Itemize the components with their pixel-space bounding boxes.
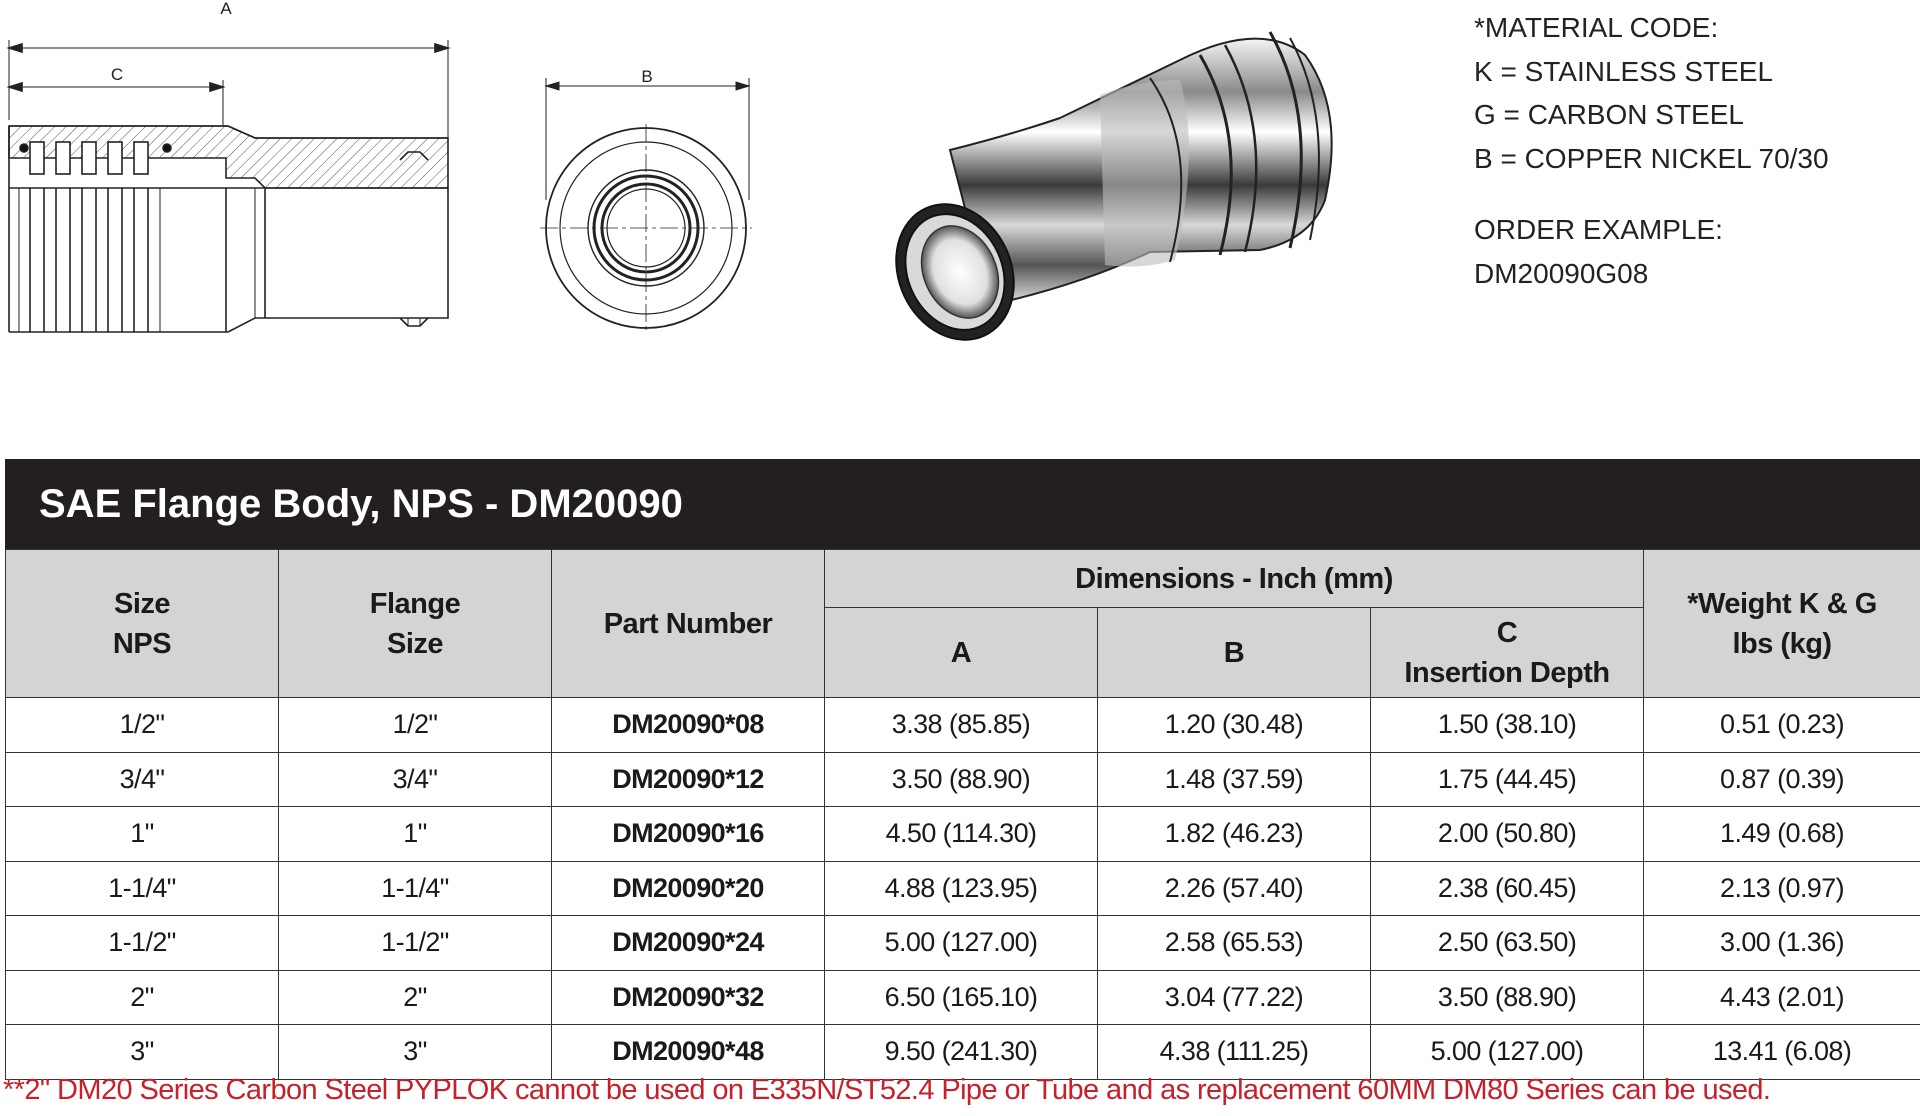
cell-dim-c: 3.50 (88.90) [1371, 970, 1644, 1025]
table-row [6, 807, 1920, 862]
material-code-item: K = STAINLESS STEEL [1474, 55, 1774, 87]
footnote: **2" DM20 Series Carbon Steel PYPLOK cannot be used on E335N/ST52.4 Pipe or Tube and as replacement 60MM DM80 Series can be used. [3, 1074, 1771, 1106]
cell-dim-a: 3.38 (85.85) [825, 698, 1098, 753]
spec-table-body [6, 698, 1920, 1080]
cell-dim-b: 2.26 (57.40) [1098, 861, 1371, 916]
cell-weight: 0.51 (0.23) [1644, 698, 1920, 753]
header-dim-b: B [1098, 608, 1371, 698]
order-example-heading: ORDER EXAMPLE: [1474, 214, 1723, 245]
cell-dim-a: 3.50 (88.90) [825, 752, 1098, 807]
end-view [540, 78, 752, 332]
cell-part-number: DM20090*24 [552, 916, 825, 971]
cell-weight: 1.49 (0.68) [1644, 807, 1920, 862]
fitting-3d-render [875, 32, 1332, 359]
header-dim-a: A [825, 608, 1098, 698]
side-section-view [9, 40, 448, 332]
cell-size: 1" [6, 807, 279, 862]
cell-dim-a: 4.50 (114.30) [825, 807, 1098, 862]
cell-flange-size: 3" [279, 1025, 552, 1080]
cell-dim-b: 4.38 (111.25) [1098, 1025, 1371, 1080]
header-size: Size NPS [6, 550, 279, 698]
material-code-item: B = COPPER NICKEL 70/30 [1474, 142, 1829, 174]
material-code-heading: *MATERIAL CODE: [1474, 12, 1719, 43]
cell-size: 1-1/4" [6, 861, 279, 916]
cell-flange-size: 1/2" [279, 698, 552, 753]
cell-dim-c: 2.50 (63.50) [1371, 916, 1644, 971]
table-row [6, 970, 1920, 1025]
cell-part-number: DM20090*20 [552, 861, 825, 916]
material-code-block [1474, 6, 1829, 295]
dim-label-b: B [641, 67, 653, 86]
cell-dim-c: 2.38 (60.45) [1371, 861, 1644, 916]
cell-dim-b: 1.82 (46.23) [1098, 807, 1371, 862]
cell-size: 2" [6, 970, 279, 1025]
cell-dim-b: 3.04 (77.22) [1098, 970, 1371, 1025]
spec-table-section [5, 459, 1920, 1080]
cell-part-number: DM20090*32 [552, 970, 825, 1025]
cell-dim-b: 2.58 (65.53) [1098, 916, 1371, 971]
cell-dim-c: 1.75 (44.45) [1371, 752, 1644, 807]
table-row [6, 916, 1920, 971]
table-row [6, 861, 1920, 916]
cell-weight: 0.87 (0.39) [1644, 752, 1920, 807]
cell-dim-a: 5.00 (127.00) [825, 916, 1098, 971]
cell-weight: 3.00 (1.36) [1644, 916, 1920, 971]
header-dimensions: Dimensions - Inch (mm) [825, 550, 1644, 608]
cell-dim-c: 2.00 (50.80) [1371, 807, 1644, 862]
table-row [6, 1025, 1920, 1080]
cell-weight: 4.43 (2.01) [1644, 970, 1920, 1025]
cell-dim-a: 9.50 (241.30) [825, 1025, 1098, 1080]
cell-flange-size: 1" [279, 807, 552, 862]
cell-size: 3" [6, 1025, 279, 1080]
cell-flange-size: 3/4" [279, 752, 552, 807]
cell-flange-size: 1-1/4" [279, 861, 552, 916]
header-weight: *Weight K & G lbs (kg) [1644, 550, 1920, 698]
cell-part-number: DM20090*16 [552, 807, 825, 862]
cell-flange-size: 2" [279, 970, 552, 1025]
spec-table [5, 549, 1920, 1080]
material-code-item: G = CARBON STEEL [1474, 99, 1744, 130]
cell-dim-c: 5.00 (127.00) [1371, 1025, 1644, 1080]
cell-size: 1/2" [6, 698, 279, 753]
cell-part-number: DM20090*12 [552, 752, 825, 807]
dim-label-c: C [110, 65, 124, 84]
cell-dim-a: 4.88 (123.95) [825, 861, 1098, 916]
table-row [6, 752, 1920, 807]
cell-size: 3/4" [6, 752, 279, 807]
cell-dim-b: 1.48 (37.59) [1098, 752, 1371, 807]
table-title: SAE Flange Body, NPS - DM20090 [5, 459, 1920, 549]
cell-dim-a: 6.50 (165.10) [825, 970, 1098, 1025]
header-dim-c: C Insertion Depth [1371, 608, 1644, 698]
cell-dim-c: 1.50 (38.10) [1371, 698, 1644, 753]
header-part-number: Part Number [552, 550, 825, 698]
dim-label-a: A [220, 0, 232, 18]
cell-part-number: DM20090*08 [552, 698, 825, 753]
cell-weight: 13.41 (6.08) [1644, 1025, 1920, 1080]
cell-size: 1-1/2" [6, 916, 279, 971]
table-row [6, 698, 1920, 753]
cell-part-number: DM20090*48 [552, 1025, 825, 1080]
cell-dim-b: 1.20 (30.48) [1098, 698, 1371, 753]
header-flange-size: Flange Size [279, 550, 552, 698]
cell-flange-size: 1-1/2" [279, 916, 552, 971]
cell-weight: 2.13 (0.97) [1644, 861, 1920, 916]
order-example-value: DM20090G08 [1474, 257, 1649, 289]
